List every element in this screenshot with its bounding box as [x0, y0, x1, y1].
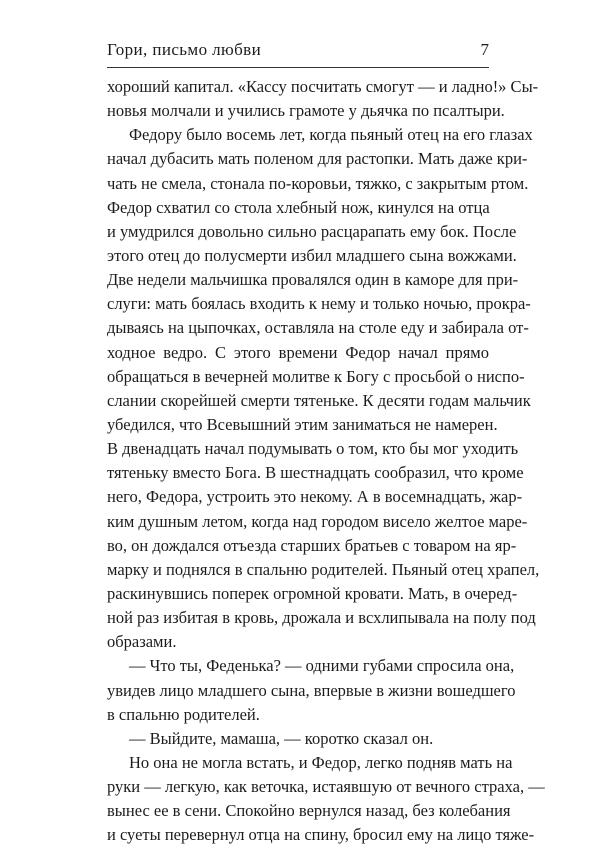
text-line: этого отец до полусмерти избил младшего сына вожжами.: [107, 245, 517, 265]
text-line: ким душным летом, когда над городом висело желтое маре-: [107, 511, 528, 531]
text-line: тятеньку вместо Бога. В шестнадцать сообразил, что кроме: [107, 463, 524, 483]
text-line: убедился, что Всевышний этим заниматься не намерен.: [107, 414, 498, 434]
text-line: Но она не могла встать, и Федор, легко подняв мать на: [129, 752, 513, 772]
text-line: в спальню родителей.: [107, 704, 260, 724]
text-line: обращаться в вечерней молитве к Богу с просьбой о ниспо-: [107, 366, 525, 386]
body-text: [107, 75, 545, 848]
header-rule: [107, 67, 489, 68]
text-line: во, он дождался отъезда старших братьев с товаром на яр-: [107, 535, 517, 555]
text-line: слании скорейшей смерти тятеньке. К десяти годам мальчик: [107, 390, 531, 410]
text-line: раскинувшись поперек огромной кровати. Мать, в очеред-: [107, 583, 518, 603]
text-line: ходное ведро. С этого времени Федор начал прямо: [107, 342, 489, 362]
text-line: Две недели мальчишка провалялся один в каморе для при-: [107, 270, 519, 290]
text-line: Федор схватил со стола хлебный нож, кинулся на отца: [107, 197, 490, 217]
text-line: образами.: [107, 632, 177, 652]
text-line: марку и поднялся в спальню родителей. Пьяный отец храпел,: [107, 559, 540, 579]
text-line: увидев лицо младшего сына, впервые в жизни вошедшего: [107, 680, 516, 700]
text-line: Федору было восемь лет, когда пьяный отец на его глазах: [129, 125, 533, 145]
text-line: хороший капитал. «Кассу посчитать смогут — и ладно!» Сы-: [107, 77, 539, 96]
text-line: дываясь на цыпочках, оставляла на столе еду и забирала от-: [107, 318, 529, 338]
text-line: и умудрился довольно сильно расцарапать ему бок. После: [107, 221, 517, 241]
text-line: — Выйдите, мамаша, — коротко сказал он.: [129, 728, 434, 748]
text-line: него, Федора, устроить это некому. А в восемнадцать, жар-: [107, 487, 523, 507]
text-line: начал дубасить мать поленом для растопки. Мать даже кри-: [107, 149, 528, 169]
text-line: чать не смела, стонала по-коровьи, тяжко, с закрытым ртом.: [107, 173, 529, 193]
text-line: В двенадцать начал подумывать о том, кто бы мог уходить: [107, 439, 519, 459]
running-header: [107, 40, 489, 64]
page-number: 7: [480, 40, 489, 59]
text-line: вынес ее в сени. Спокойно вернулся назад, без колебания: [107, 801, 511, 821]
text-line: — Что ты, Феденька? — одними губами спросила она,: [129, 656, 515, 676]
text-line: руки — легкую, как веточка, истаявшую от вечного страха, —: [107, 777, 545, 797]
text-line: слуги: мать боялась входить к нему и только ночью, прокра-: [107, 294, 531, 314]
text-line: новья молчали и учились грамоте у дьячка по псалтыри.: [107, 101, 505, 121]
text-line: и суеты перевернул отца на спину, бросил ему на лицо тяже-: [107, 825, 535, 845]
text-line: ной раз избитая в кровь, дрожала и всхлипывала на полу под: [107, 608, 536, 628]
running-title: Гори, письмо любви: [107, 40, 262, 59]
